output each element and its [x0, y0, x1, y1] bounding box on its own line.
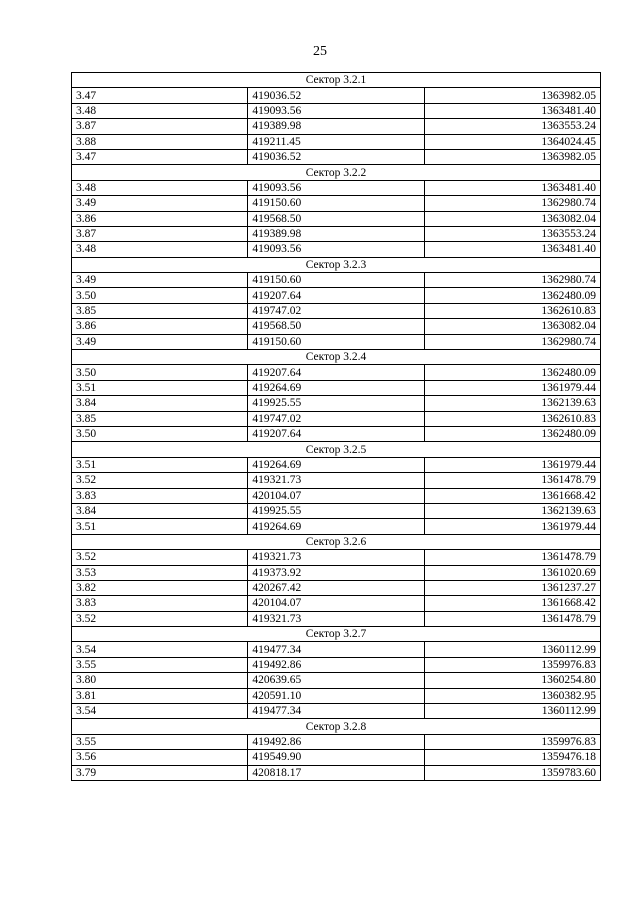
point-number-cell: 3.52	[72, 611, 248, 626]
y-coordinate-cell: 1361979.44	[424, 457, 600, 472]
sector-title: Сектор 3.2.7	[72, 627, 601, 642]
x-coordinate-cell: 419321.73	[248, 550, 424, 565]
sector-header-row	[72, 442, 601, 457]
coordinates-table	[71, 72, 601, 781]
x-coordinate-cell: 419036.52	[248, 149, 424, 164]
x-coordinate-cell: 419477.34	[248, 642, 424, 657]
y-coordinate-cell: 1362139.63	[424, 503, 600, 518]
point-number-cell: 3.84	[72, 503, 248, 518]
sector-header-row	[72, 165, 601, 180]
point-number-cell: 3.87	[72, 119, 248, 134]
x-coordinate-cell: 419036.52	[248, 88, 424, 103]
x-coordinate-cell: 419150.60	[248, 196, 424, 211]
table-row	[72, 642, 601, 657]
x-coordinate-cell: 419264.69	[248, 380, 424, 395]
point-number-cell: 3.79	[72, 765, 248, 780]
y-coordinate-cell: 1361478.79	[424, 473, 600, 488]
point-number-cell: 3.82	[72, 580, 248, 595]
sector-header-row	[72, 534, 601, 549]
x-coordinate-cell: 419264.69	[248, 457, 424, 472]
x-coordinate-cell: 419477.34	[248, 704, 424, 719]
x-coordinate-cell: 419925.55	[248, 396, 424, 411]
y-coordinate-cell: 1359476.18	[424, 750, 600, 765]
y-coordinate-cell: 1359976.83	[424, 734, 600, 749]
x-coordinate-cell: 419093.56	[248, 103, 424, 118]
x-coordinate-cell: 419549.90	[248, 750, 424, 765]
y-coordinate-cell: 1362610.83	[424, 411, 600, 426]
x-coordinate-cell: 419373.92	[248, 565, 424, 580]
y-coordinate-cell: 1363982.05	[424, 149, 600, 164]
table-row	[72, 704, 601, 719]
table-row	[72, 273, 601, 288]
table-row	[72, 657, 601, 672]
y-coordinate-cell: 1362480.09	[424, 288, 600, 303]
table-row	[72, 734, 601, 749]
table-row	[72, 196, 601, 211]
x-coordinate-cell: 419389.98	[248, 226, 424, 241]
x-coordinate-cell: 419207.64	[248, 426, 424, 441]
sector-title: Сектор 3.2.2	[72, 165, 601, 180]
table-row	[72, 550, 601, 565]
point-number-cell: 3.52	[72, 550, 248, 565]
sector-header-row	[72, 73, 601, 88]
point-number-cell: 3.55	[72, 657, 248, 672]
y-coordinate-cell: 1361237.27	[424, 580, 600, 595]
point-number-cell: 3.54	[72, 642, 248, 657]
table-row	[72, 750, 601, 765]
table-row	[72, 303, 601, 318]
x-coordinate-cell: 420267.42	[248, 580, 424, 595]
y-coordinate-cell: 1363481.40	[424, 180, 600, 195]
point-number-cell: 3.51	[72, 519, 248, 534]
page-number: 25	[313, 44, 327, 59]
table-row	[72, 103, 601, 118]
table-row	[72, 365, 601, 380]
x-coordinate-cell: 419747.02	[248, 303, 424, 318]
point-number-cell: 3.85	[72, 303, 248, 318]
table-row	[72, 396, 601, 411]
table-row	[72, 488, 601, 503]
x-coordinate-cell: 419150.60	[248, 334, 424, 349]
point-number-cell: 3.85	[72, 411, 248, 426]
table-row	[72, 334, 601, 349]
table-row	[72, 426, 601, 441]
sector-title: Сектор 3.2.6	[72, 534, 601, 549]
x-coordinate-cell: 419321.73	[248, 473, 424, 488]
y-coordinate-cell: 1362139.63	[424, 396, 600, 411]
table-row	[72, 226, 601, 241]
y-coordinate-cell: 1362480.09	[424, 426, 600, 441]
y-coordinate-cell: 1361668.42	[424, 488, 600, 503]
x-coordinate-cell: 419925.55	[248, 503, 424, 518]
sector-title: Сектор 3.2.8	[72, 719, 601, 734]
y-coordinate-cell: 1362980.74	[424, 196, 600, 211]
y-coordinate-cell: 1361979.44	[424, 519, 600, 534]
x-coordinate-cell: 419321.73	[248, 611, 424, 626]
sector-header-row	[72, 719, 601, 734]
table-row	[72, 596, 601, 611]
point-number-cell: 3.47	[72, 149, 248, 164]
point-number-cell: 3.56	[72, 750, 248, 765]
sector-title: Сектор 3.2.4	[72, 350, 601, 365]
point-number-cell: 3.80	[72, 673, 248, 688]
y-coordinate-cell: 1363082.04	[424, 211, 600, 226]
x-coordinate-cell: 420104.07	[248, 488, 424, 503]
sector-header-row	[72, 627, 601, 642]
y-coordinate-cell: 1360254.80	[424, 673, 600, 688]
point-number-cell: 3.49	[72, 196, 248, 211]
y-coordinate-cell: 1361668.42	[424, 596, 600, 611]
x-coordinate-cell: 419747.02	[248, 411, 424, 426]
table-row	[72, 565, 601, 580]
table-row	[72, 88, 601, 103]
y-coordinate-cell: 1359783.60	[424, 765, 600, 780]
point-number-cell: 3.83	[72, 596, 248, 611]
point-number-cell: 3.50	[72, 365, 248, 380]
y-coordinate-cell: 1360382.95	[424, 688, 600, 703]
y-coordinate-cell: 1362980.74	[424, 334, 600, 349]
sector-header-row	[72, 350, 601, 365]
point-number-cell: 3.84	[72, 396, 248, 411]
y-coordinate-cell: 1361979.44	[424, 380, 600, 395]
x-coordinate-cell: 419492.86	[248, 734, 424, 749]
y-coordinate-cell: 1363082.04	[424, 319, 600, 334]
table-row	[72, 580, 601, 595]
y-coordinate-cell: 1363481.40	[424, 103, 600, 118]
table-row	[72, 149, 601, 164]
x-coordinate-cell: 419264.69	[248, 519, 424, 534]
x-coordinate-cell: 419207.64	[248, 365, 424, 380]
point-number-cell: 3.49	[72, 273, 248, 288]
point-number-cell: 3.48	[72, 103, 248, 118]
x-coordinate-cell: 420818.17	[248, 765, 424, 780]
point-number-cell: 3.55	[72, 734, 248, 749]
point-number-cell: 3.51	[72, 457, 248, 472]
point-number-cell: 3.54	[72, 704, 248, 719]
point-number-cell: 3.51	[72, 380, 248, 395]
point-number-cell: 3.47	[72, 88, 248, 103]
table-row	[72, 611, 601, 626]
sector-header-row	[72, 257, 601, 272]
point-number-cell: 3.48	[72, 242, 248, 257]
table-row	[72, 673, 601, 688]
point-number-cell: 3.50	[72, 288, 248, 303]
sector-title: Сектор 3.2.5	[72, 442, 601, 457]
point-number-cell: 3.48	[72, 180, 248, 195]
table-row	[72, 688, 601, 703]
y-coordinate-cell: 1363553.24	[424, 226, 600, 241]
y-coordinate-cell: 1361020.69	[424, 565, 600, 580]
x-coordinate-cell: 420639.65	[248, 673, 424, 688]
y-coordinate-cell: 1363481.40	[424, 242, 600, 257]
x-coordinate-cell: 420104.07	[248, 596, 424, 611]
y-coordinate-cell: 1361478.79	[424, 611, 600, 626]
sector-title: Сектор 3.2.1	[72, 73, 601, 88]
x-coordinate-cell: 419093.56	[248, 242, 424, 257]
y-coordinate-cell: 1362610.83	[424, 303, 600, 318]
table-row	[72, 242, 601, 257]
x-coordinate-cell: 419568.50	[248, 319, 424, 334]
y-coordinate-cell: 1362980.74	[424, 273, 600, 288]
table-row	[72, 319, 601, 334]
coordinates-table-body	[72, 73, 601, 781]
point-number-cell: 3.86	[72, 319, 248, 334]
table-row	[72, 473, 601, 488]
table-row	[72, 765, 601, 780]
point-number-cell: 3.81	[72, 688, 248, 703]
y-coordinate-cell: 1360112.99	[424, 642, 600, 657]
table-row	[72, 503, 601, 518]
x-coordinate-cell: 419389.98	[248, 119, 424, 134]
point-number-cell: 3.49	[72, 334, 248, 349]
y-coordinate-cell: 1361478.79	[424, 550, 600, 565]
x-coordinate-cell: 419492.86	[248, 657, 424, 672]
y-coordinate-cell: 1360112.99	[424, 704, 600, 719]
y-coordinate-cell: 1359976.83	[424, 657, 600, 672]
y-coordinate-cell: 1364024.45	[424, 134, 600, 149]
point-number-cell: 3.87	[72, 226, 248, 241]
x-coordinate-cell: 419093.56	[248, 180, 424, 195]
table-row	[72, 457, 601, 472]
point-number-cell: 3.86	[72, 211, 248, 226]
sector-title: Сектор 3.2.3	[72, 257, 601, 272]
y-coordinate-cell: 1363982.05	[424, 88, 600, 103]
table-row	[72, 411, 601, 426]
table-row	[72, 519, 601, 534]
point-number-cell: 3.88	[72, 134, 248, 149]
x-coordinate-cell: 420591.10	[248, 688, 424, 703]
point-number-cell: 3.83	[72, 488, 248, 503]
y-coordinate-cell: 1362480.09	[424, 365, 600, 380]
table-row	[72, 119, 601, 134]
table-row	[72, 288, 601, 303]
point-number-cell: 3.50	[72, 426, 248, 441]
y-coordinate-cell: 1363553.24	[424, 119, 600, 134]
x-coordinate-cell: 419207.64	[248, 288, 424, 303]
table-row	[72, 180, 601, 195]
table-row	[72, 134, 601, 149]
x-coordinate-cell: 419568.50	[248, 211, 424, 226]
x-coordinate-cell: 419150.60	[248, 273, 424, 288]
point-number-cell: 3.52	[72, 473, 248, 488]
point-number-cell: 3.53	[72, 565, 248, 580]
table-row	[72, 380, 601, 395]
x-coordinate-cell: 419211.45	[248, 134, 424, 149]
table-row	[72, 211, 601, 226]
